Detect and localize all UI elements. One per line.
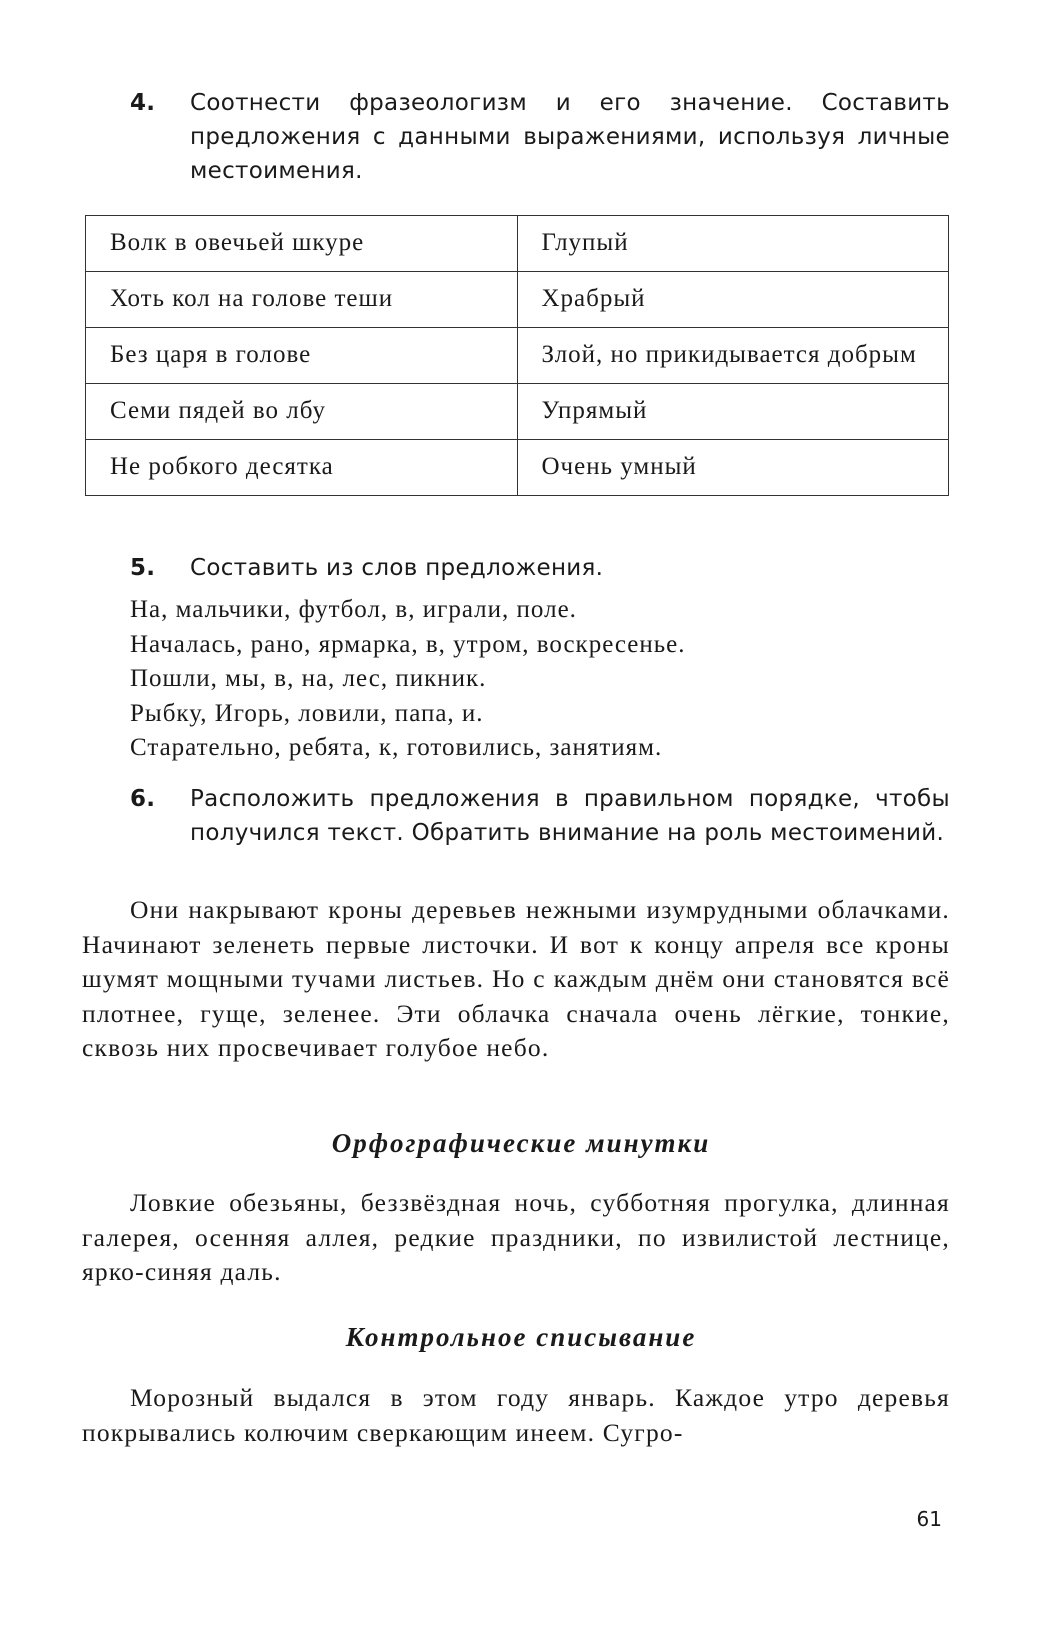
task-number: 4. [130,90,156,116]
page-number: 61 [916,1507,942,1531]
task-number: 5. [130,555,156,581]
phrase-cell: Волк в овечьей шкуре [86,216,518,272]
table-row [86,216,949,272]
meaning-cell: Очень умный [517,440,949,496]
table-row [86,272,949,328]
task-6-paragraph: Они накрывают кроны деревьев нежными изумрудными облачками. Начинают зеленеть первые листочки. И вот к концу апреля все кроны шумят мощными тучами листьев. Но с каждым днём они становятся всё плотнее, гуще, зеленее. Эти облачка сначала очень лёгкие, тонкие, сквозь них просвечивает голубое небо. [82,895,950,1062]
phrase-cell: Семи пядей во лбу [86,384,518,440]
task-number: 6. [130,786,156,812]
task-6 [130,782,950,850]
task-instruction: Составить из слов предложения. [190,555,604,581]
meaning-cell: Глупый [517,216,949,272]
section-title: Орфографические минутки [331,1128,711,1158]
section-paragraph: Морозный выдался в этом году январь. Каждое утро деревья покрывались колючим сверкающим инеем. Сугро- [82,1383,950,1447]
word-line: Пошли, мы, в, на, лес, пикник. [130,665,487,692]
meaning-cell: Злой, но прикидывается добрым [517,328,949,384]
phrase-cell: Хоть кол на голове теши [86,272,518,328]
meaning-cell: Храбрый [517,272,949,328]
phrase-cell: Без царя в голове [86,328,518,384]
section-title: Контрольное списывание [345,1322,697,1352]
word-line: Старательно, ребята, к, готовились, занятиям. [130,734,663,761]
table-row [86,328,949,384]
task-4 [130,86,950,188]
phraseology-table [85,215,949,496]
table-row [86,440,949,496]
task-instruction: Расположить предложения в правильном порядке, чтобы получился текст. Обратить внимание на роль местоимений. [190,786,950,846]
section-paragraph: Ловкие обезьяны, беззвёздная ночь, субботняя прогулка, длинная галерея, осенняя аллея, редкие праздники, по извилистой лестнице, ярко-синяя даль. [82,1188,950,1286]
meaning-cell: Упрямый [517,384,949,440]
phrase-cell: Не робкого десятка [86,440,518,496]
word-lines [130,593,950,766]
word-line: Рыбку, Игорь, ловили, папа, и. [130,699,484,727]
word-line: На, мальчики, футбол, в, играли, поле. [130,596,577,623]
task-instruction: Соотнести фразеологизм и его значение. Составить предложения с данными выражениями, используя личные местоимения. [190,90,950,184]
task-5 [130,551,950,585]
table-row [86,384,949,440]
word-line: Началась, рано, ярмарка, в, утром, воскресенье. [130,630,686,658]
